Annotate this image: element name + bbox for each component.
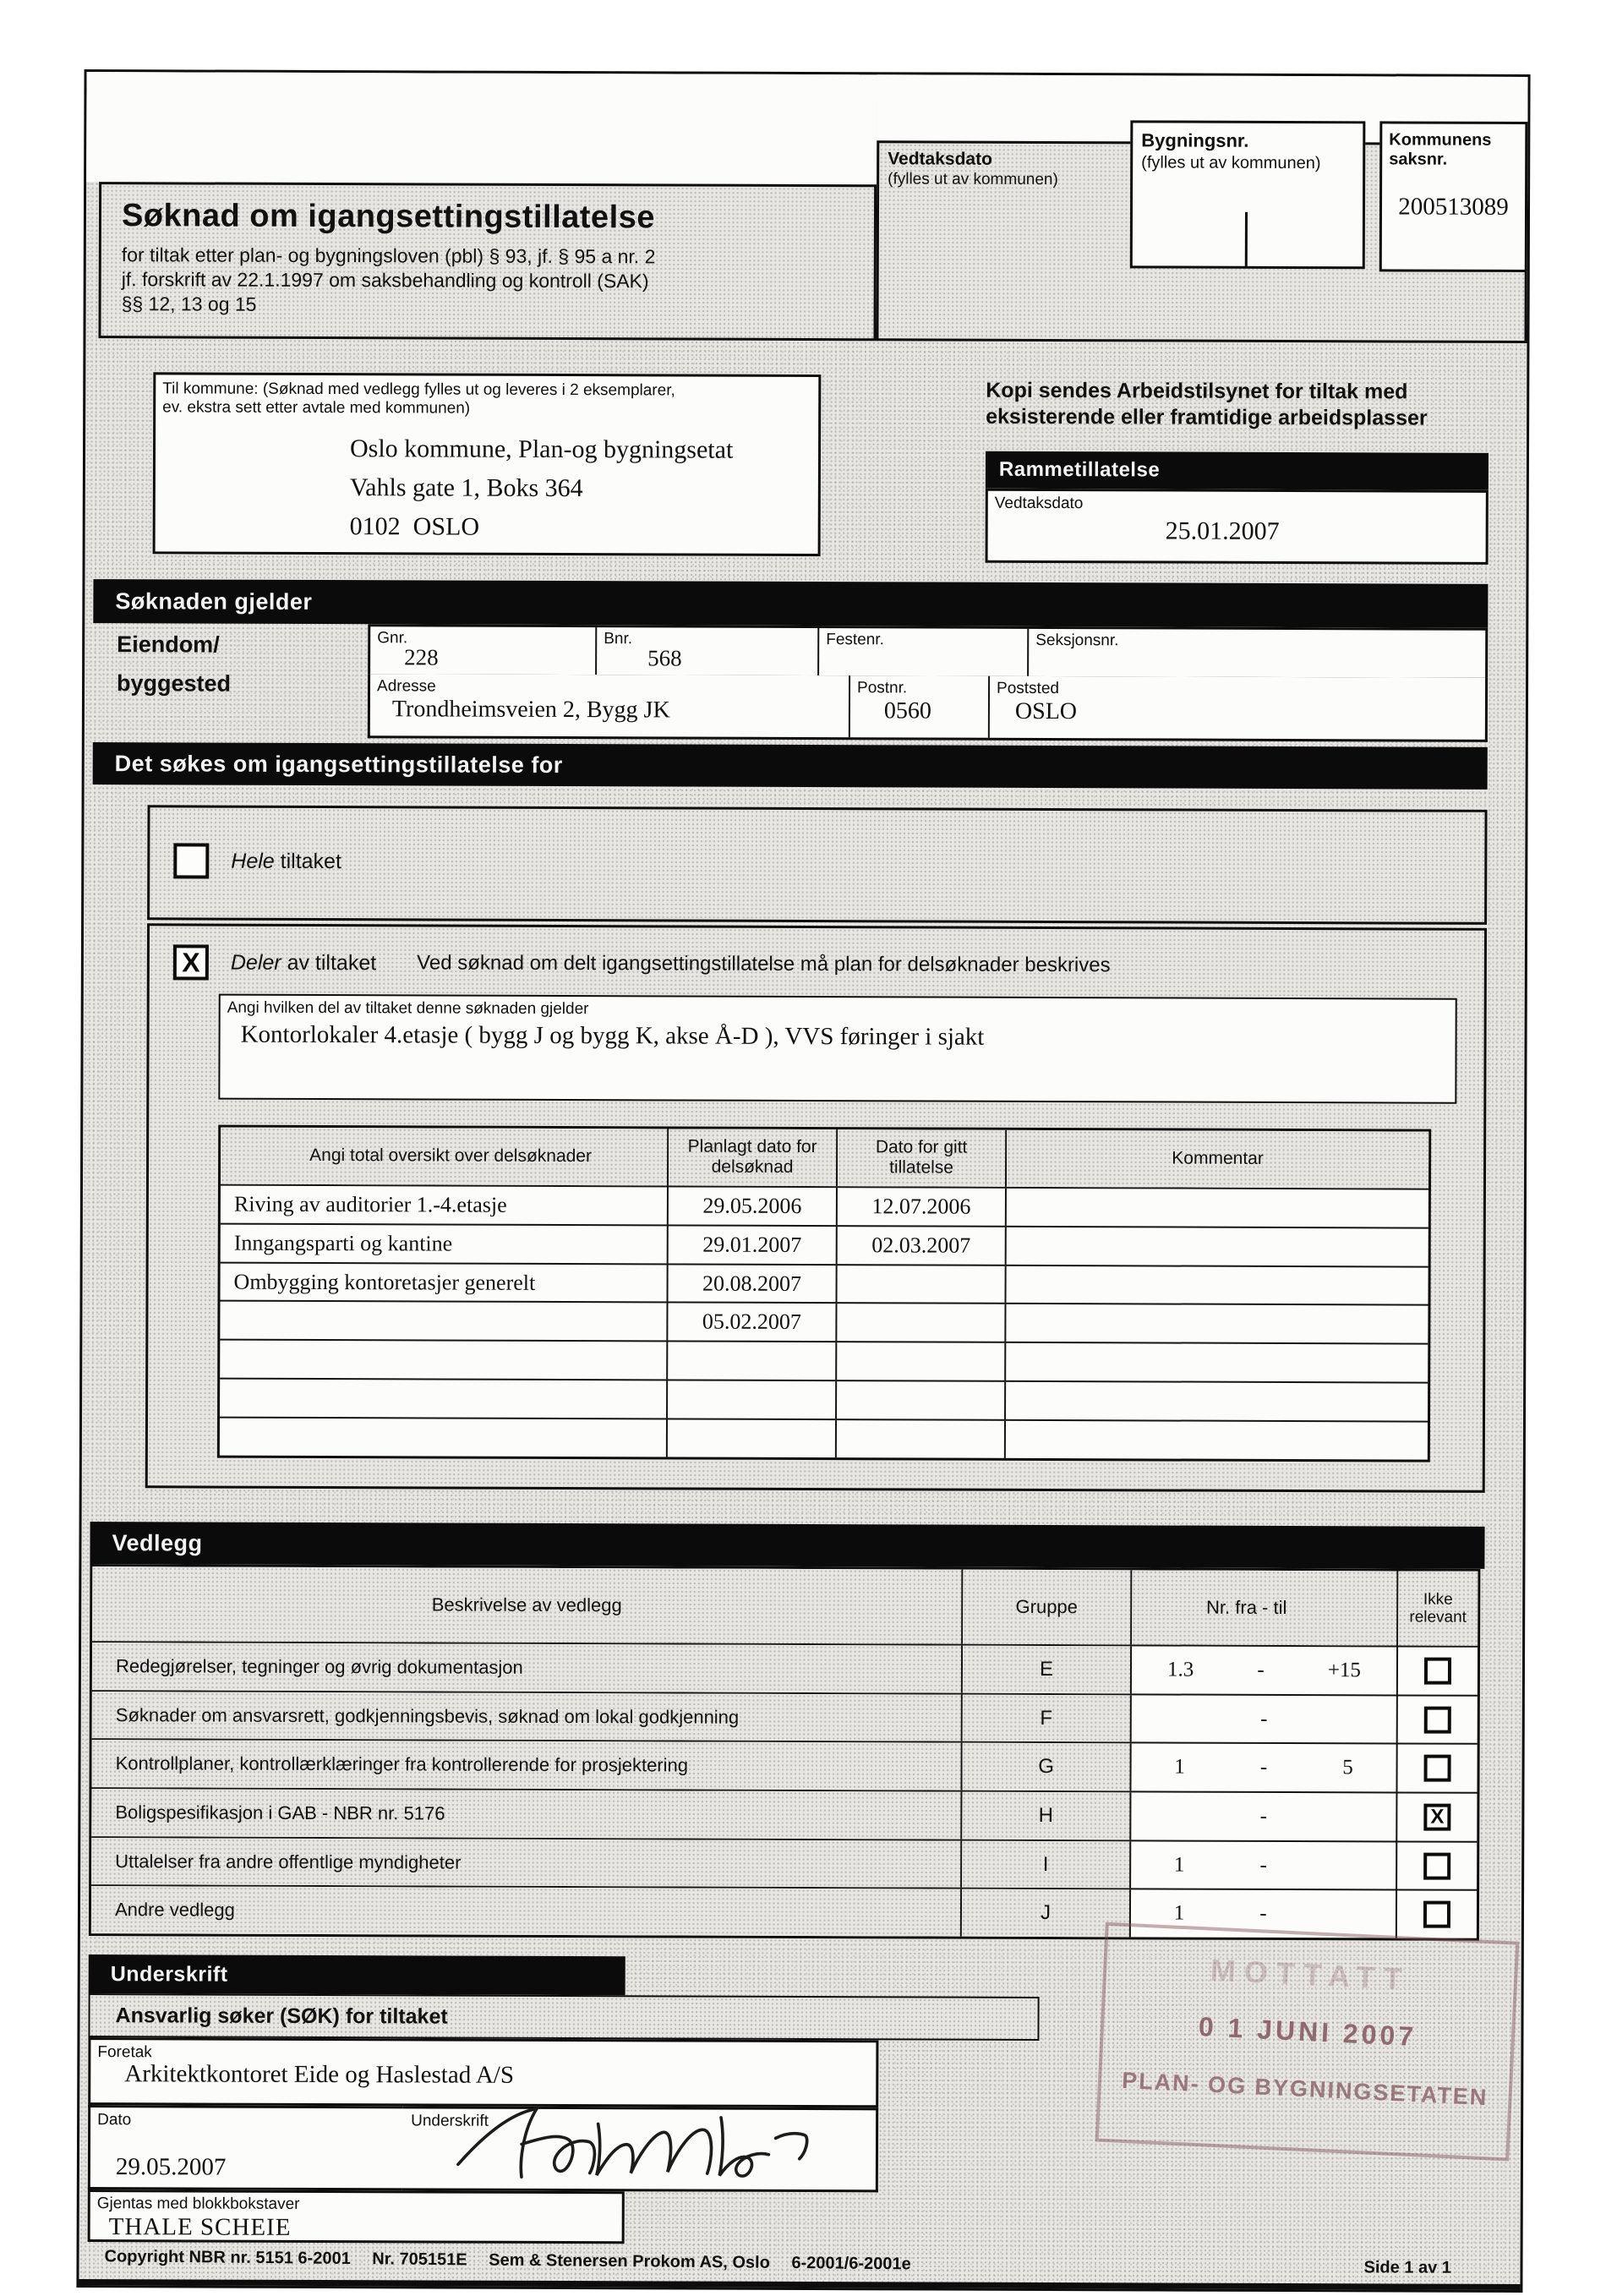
delsoknader-header-row xyxy=(221,1128,1428,1190)
vedlegg-bar xyxy=(90,1522,1484,1569)
row-name xyxy=(220,1341,668,1380)
vedlegg-row xyxy=(92,1643,1478,1696)
row-planlagt: 29.01.2007 xyxy=(669,1226,838,1264)
rammetillatelse-bar xyxy=(986,451,1489,490)
row-gitt xyxy=(837,1342,1006,1380)
property-row-1 xyxy=(368,624,1488,681)
footer-page-number: Side 1 av 1 xyxy=(1363,2258,1451,2277)
nr-til: +15 xyxy=(1327,1659,1362,1682)
vedlegg-label: Redegjørelser, tegninger og øvrig dokumentasjon xyxy=(92,1643,963,1692)
dato-label: Dato xyxy=(97,2111,132,2129)
kopi-sendes-note xyxy=(986,378,1510,432)
row-kommentar xyxy=(1006,1343,1428,1382)
recipient-line-3: 0102 OSLO xyxy=(349,512,480,541)
hele-label-rest: tiltaket xyxy=(274,849,341,873)
row-planlagt: 05.02.2007 xyxy=(668,1304,837,1342)
row-planlagt xyxy=(668,1381,837,1419)
eiendom-label-2: byggested xyxy=(116,670,232,697)
title-block xyxy=(98,182,877,341)
bygningsnr-divider xyxy=(1245,212,1248,266)
ansvarlig-soker-row xyxy=(88,1993,1039,2041)
header-ikke-relevant: Ikke relevant xyxy=(1398,1571,1478,1646)
bygningsnr-box xyxy=(1130,120,1366,269)
dato-value: 29.05.2007 xyxy=(115,2153,227,2181)
deler-note: Ved søknad om delt igangsettingstillatelse må plan for delsøknader beskrives xyxy=(417,951,1111,977)
vedlegg-gruppe: J xyxy=(962,1889,1131,1937)
vedlegg-label: Andre vedlegg xyxy=(91,1886,962,1936)
header-kommentar: Kommentar xyxy=(1007,1130,1428,1189)
nr-fra: 1 xyxy=(1173,1901,1185,1925)
recipient-line-2: Vahls gate 1, Boks 364 xyxy=(349,473,583,503)
row-gitt xyxy=(837,1304,1006,1342)
ramme-vedtaksdato-label: Vedtaksdato xyxy=(994,494,1084,513)
kommunens-saksnr-box xyxy=(1379,121,1528,272)
rammetillatelse-box xyxy=(986,489,1489,565)
stamp-mottatt: MOTTATT xyxy=(1210,1952,1412,1997)
stamp-date: 0 1 JUNI 2007 xyxy=(1198,2011,1418,2053)
ikke-relevant-checkbox xyxy=(1424,1755,1451,1782)
vedlegg-label: Boligspesifikasjon i GAB - NBR nr. 5176 xyxy=(91,1789,962,1839)
nr-dash: - xyxy=(1257,1658,1265,1681)
gnr-value: 228 xyxy=(404,644,439,670)
postnr-value: 0560 xyxy=(883,697,931,724)
vedlegg-row xyxy=(91,1789,1477,1842)
bnr-label: Bnr. xyxy=(604,630,633,648)
underskrift-title: Underskrift xyxy=(110,1961,228,1987)
row-planlagt xyxy=(668,1342,837,1380)
ikke-relevant-checkbox xyxy=(1423,1901,1450,1928)
form-subtitle-3: §§ 12, 13 og 15 xyxy=(121,292,257,315)
nr-fra: 1 xyxy=(1174,1755,1185,1779)
form-subtitle-2: jf. forskrift av 22.1.1997 om saksbehandling og kontroll (SAK) xyxy=(121,268,649,292)
vedlegg-gruppe: E xyxy=(963,1646,1132,1693)
eiendom-label-1: Eiendom/ xyxy=(117,631,220,658)
soknaden-gjelder-bar xyxy=(93,579,1488,628)
adresse-value: Trondheimsveien 2, Bygg JK xyxy=(391,696,670,724)
seksjonsnr-label: Seksjonsnr. xyxy=(1035,631,1119,650)
received-stamp xyxy=(1095,1922,1520,2162)
postnr-label: Postnr. xyxy=(856,679,908,697)
det-sokes-title: Det søkes om igangsettingstillatelse for xyxy=(114,750,563,778)
til-kommune-label-1: Til kommune: (Søknad med vedlegg fylles ut og leveres i 2 eksemplarer, xyxy=(162,380,675,400)
nr-dash: - xyxy=(1259,1756,1268,1779)
vedtaksdato-sublabel: (fylles ut av kommunen) xyxy=(888,170,1058,189)
hele-label-italic: Hele xyxy=(231,849,275,873)
nr-dash: - xyxy=(1259,1804,1268,1828)
nr-fra: 1 xyxy=(1173,1853,1185,1877)
row-kommentar xyxy=(1006,1421,1428,1460)
vedlegg-label: Søknader om ansvarsrett, godkjenningsbevis, søknad om lokal godkjenning xyxy=(92,1692,963,1741)
vedlegg-gruppe: I xyxy=(962,1840,1131,1888)
form-title: Søknad om igangsettingstillatelse xyxy=(121,198,656,236)
row-gitt xyxy=(837,1420,1006,1458)
signature-scribble xyxy=(411,2096,867,2186)
vedlegg-label: Kontrollplaner, kontrollærklæringer fra kontrollerende for prosjektering xyxy=(91,1741,962,1790)
property-row-2 xyxy=(368,674,1488,742)
vedlegg-gruppe: G xyxy=(962,1743,1131,1790)
deler-tiltaket-checkbox: X xyxy=(173,944,209,980)
poststed-value: OSLO xyxy=(1014,697,1078,725)
recipient-line-1: Oslo kommune, Plan-og bygningsetat xyxy=(349,435,734,464)
header-planlagt: Planlagt dato for delsøknad xyxy=(669,1129,838,1185)
angi-del-box xyxy=(218,994,1456,1104)
kommunens-saksnr-label: Kommunens saksnr. xyxy=(1389,130,1492,169)
header-oversikt: Angi total oversikt over delsøknader xyxy=(221,1128,669,1186)
nr-dash: - xyxy=(1259,1902,1267,1926)
nr-fra: 1.3 xyxy=(1166,1658,1194,1681)
til-kommune-box xyxy=(153,372,822,556)
vedlegg-header-row xyxy=(92,1566,1478,1648)
header-nr: Nr. fra - til xyxy=(1132,1570,1398,1645)
vedtaksdato-label: Vedtaksdato xyxy=(888,149,992,169)
row-planlagt: 29.05.2006 xyxy=(669,1187,838,1225)
delsoknad-row xyxy=(221,1224,1428,1267)
vedlegg-title: Vedlegg xyxy=(112,1529,203,1556)
row-gitt xyxy=(837,1266,1006,1304)
kommunens-saksnr-value: 200513089 xyxy=(1398,193,1509,221)
nr-dash: - xyxy=(1259,1853,1267,1877)
ikke-relevant-checkbox: X xyxy=(1423,1803,1450,1830)
bygningsnr-label: Bygningsnr. xyxy=(1141,129,1249,151)
angi-del-value: Kontorlokaler 4.etasje ( bygg J og bygg K, akse Å-D ), VVS føringer i sjakt xyxy=(240,1020,985,1051)
header-gitt: Dato for gitt tillatelse xyxy=(838,1129,1007,1186)
poststed-label: Poststed xyxy=(996,679,1060,698)
bnr-value: 568 xyxy=(647,645,682,671)
gjentas-label: Gjentas med blokkbokstaver xyxy=(96,2195,300,2213)
hele-tiltaket-box xyxy=(147,805,1487,925)
vedlegg-gruppe: F xyxy=(963,1695,1132,1742)
foretak-value: Arkitektkontoret Eide og Haslestad A/S xyxy=(124,2060,515,2089)
row-name xyxy=(220,1380,668,1419)
kopi-line-2: eksisterende eller framtidige arbeidsplasser xyxy=(986,404,1428,430)
gjentas-cell xyxy=(88,2189,625,2244)
rammetillatelse-label: Rammetillatelse xyxy=(998,457,1161,482)
row-name: Ombygging kontoretasjer generelt xyxy=(221,1263,669,1302)
angi-del-label: Angi hvilken del av tiltaket denne søknaden gjelder xyxy=(227,998,589,1019)
row-name xyxy=(220,1302,668,1341)
ramme-vedtaksdato-value: 25.01.2007 xyxy=(1165,517,1280,545)
row-gitt: 02.03.2007 xyxy=(838,1227,1007,1265)
row-name xyxy=(220,1419,668,1457)
form-subtitle-1: for tiltak etter plan- og bygningsloven (pbl) § 93, jf. § 95 a nr. 2 xyxy=(121,243,656,268)
footer-copyright: Copyright NBR nr. 5151 6-2001 Nr. 705151E Sem & Stenersen Prokom AS, Oslo 6-2001/6-2001e xyxy=(104,2247,911,2274)
row-kommentar xyxy=(1007,1189,1428,1227)
nr-dash: - xyxy=(1260,1707,1268,1730)
kopi-line-1: Kopi sendes Arbeidstilsynet for tiltak med xyxy=(986,378,1408,404)
scanned-form-page xyxy=(76,69,1530,2293)
ikke-relevant-checkbox xyxy=(1424,1706,1451,1733)
bottom-border-line xyxy=(79,2279,1520,2290)
row-kommentar xyxy=(1006,1304,1428,1343)
nr-til: 5 xyxy=(1342,1756,1353,1779)
delsoknad-row xyxy=(221,1185,1428,1228)
hele-tiltaket-checkbox xyxy=(173,843,209,878)
delsoknad-row xyxy=(220,1419,1428,1460)
vedlegg-row xyxy=(92,1692,1478,1745)
delsoknad-row xyxy=(220,1380,1428,1423)
row-kommentar xyxy=(1007,1227,1428,1266)
row-kommentar xyxy=(1006,1382,1428,1421)
row-kommentar xyxy=(1006,1266,1428,1304)
row-name: Riving av auditorier 1.-4.etasje xyxy=(221,1185,669,1224)
bygningsnr-sublabel: (fylles ut av kommunen) xyxy=(1141,153,1321,173)
row-gitt xyxy=(837,1381,1006,1419)
underskrift-bar xyxy=(89,1954,625,1995)
deler-label-italic: Deler xyxy=(230,950,281,975)
top-white-area xyxy=(86,72,877,184)
soknaden-gjelder-title: Søknaden gjelder xyxy=(115,588,313,615)
header-gruppe: Gruppe xyxy=(963,1570,1132,1645)
delsoknad-row xyxy=(220,1302,1428,1345)
festenr-label: Festenr. xyxy=(826,631,884,649)
row-planlagt xyxy=(668,1420,837,1458)
vedlegg-label: Uttalelser fra andre offentlige myndigheter xyxy=(91,1838,962,1888)
header-beskrivelse: Beskrivelse av vedlegg xyxy=(92,1566,963,1644)
row-planlagt: 20.08.2007 xyxy=(669,1265,838,1303)
stamp-etat: PLAN- OG BYGNINGSETATEN xyxy=(1121,2067,1489,2111)
vedlegg-row xyxy=(91,1838,1477,1891)
vedlegg-table xyxy=(89,1564,1481,1941)
ikke-relevant-checkbox xyxy=(1424,1658,1451,1685)
gjentas-value: THALE SCHEIE xyxy=(108,2213,292,2241)
vedlegg-gruppe: H xyxy=(962,1792,1131,1840)
row-name: Inngangsparti og kantine xyxy=(221,1224,669,1263)
vedlegg-row xyxy=(91,1741,1477,1794)
det-sokes-bar xyxy=(93,742,1488,790)
dato-cell xyxy=(88,2105,405,2190)
ansvarlig-soker-label: Ansvarlig søker (SØK) for tiltaket xyxy=(115,2003,448,2029)
til-kommune-label-2: ev. ekstra sett etter avtale med kommunen) xyxy=(162,398,471,418)
delsoknad-row xyxy=(220,1263,1428,1306)
row-gitt: 12.07.2006 xyxy=(838,1188,1007,1226)
delsoknad-row xyxy=(220,1341,1428,1384)
adresse-label: Adresse xyxy=(377,677,436,696)
underskrift-field-label: Underskrift xyxy=(411,2112,489,2130)
deler-label-rest: av tiltaket xyxy=(281,950,377,975)
foretak-label: Foretak xyxy=(97,2043,152,2062)
underskrift-cell xyxy=(402,2106,878,2192)
gnr-label: Gnr. xyxy=(377,629,408,648)
delsoknader-table xyxy=(217,1125,1431,1462)
ikke-relevant-checkbox xyxy=(1423,1852,1450,1879)
